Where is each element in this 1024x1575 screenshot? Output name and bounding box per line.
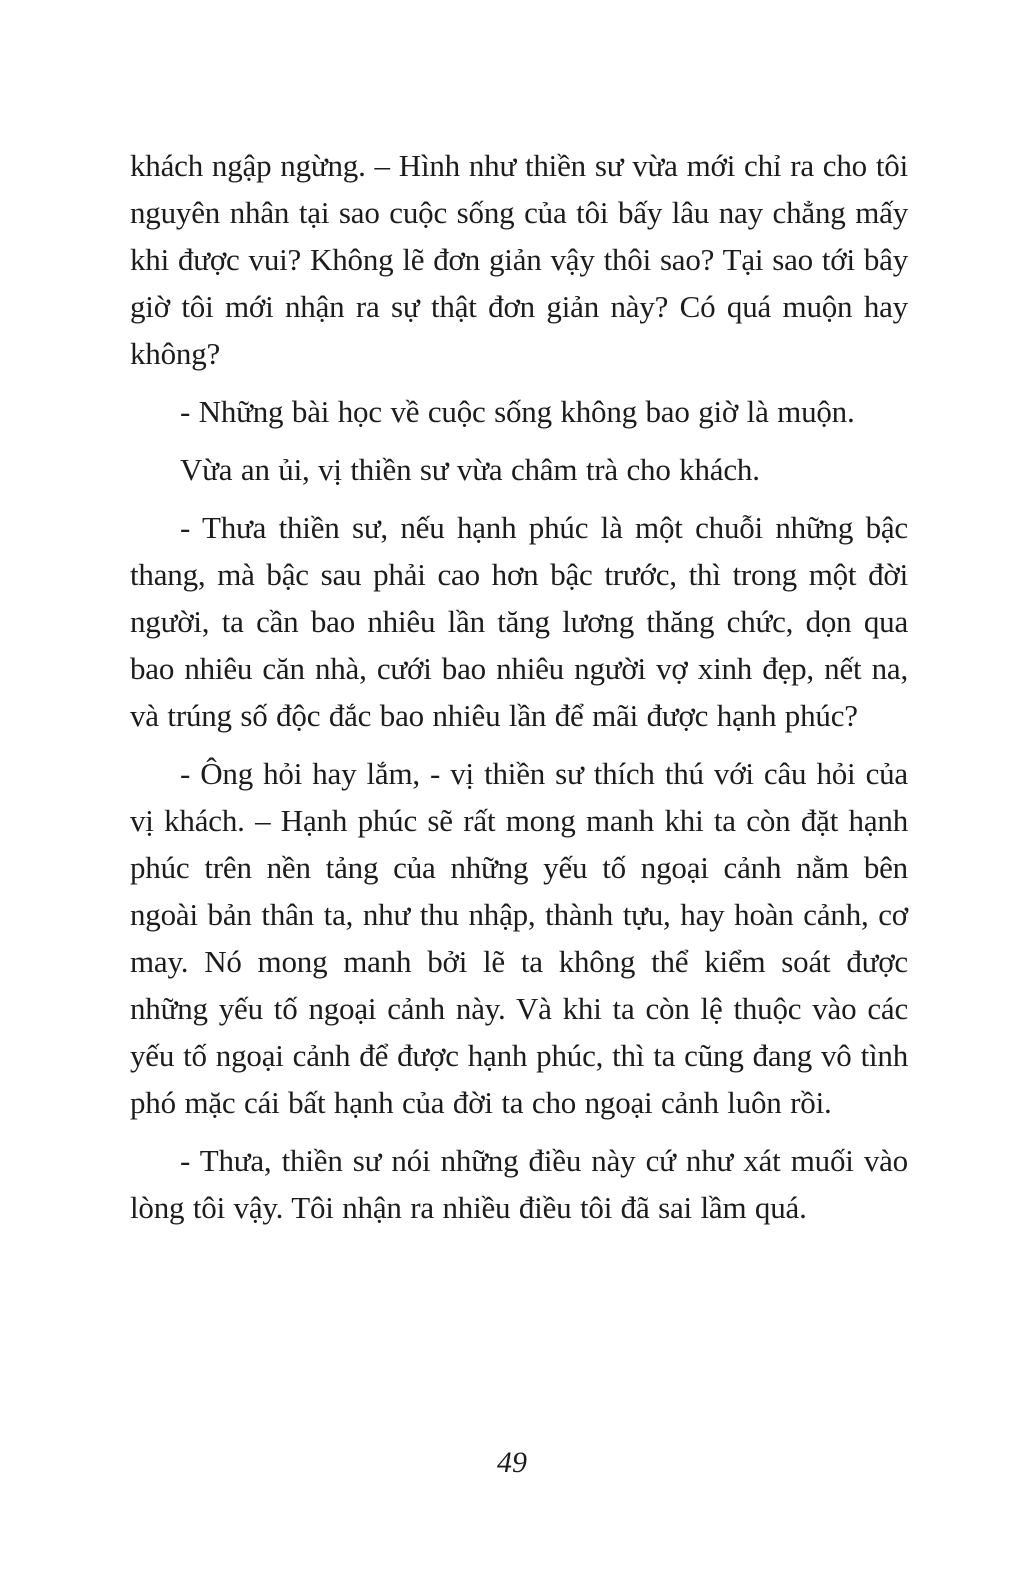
page-number: 49	[497, 1446, 527, 1479]
paragraph: khách ngập ngừng. – Hình như thiền sư vừa mới chỉ ra cho tôi nguyên nhân tại sao cuộc sống của tôi bấy lâu nay chẳng mấy khi được vui? Không lẽ đơn giản vậy thôi sao? Tại sao tới bây giờ tôi mới nhận ra sự thật đơn giản này? Có quá muộn hay không?	[130, 148, 908, 371]
paragraph: Vừa an ủi, vị thiền sư vừa châm trà cho khách.	[180, 452, 760, 487]
paragraph: - Thưa thiền sư, nếu hạnh phúc là một chuỗi những bậc thang, mà bậc sau phải cao hơn bậc trước, thì trong một đời người, ta cần bao nhiêu lần tăng lương thăng chức, dọn qua bao nhiêu căn nhà, cưới bao nhiêu người vợ xinh đẹp, nết na, và trúng số độc đắc bao nhiêu lần để mãi được hạnh phúc?	[130, 510, 908, 733]
paragraph: - Ông hỏi hay lắm, - vị thiền sư thích thú với câu hỏi của vị khách. – Hạnh phúc sẽ rất mong manh khi ta còn đặt hạnh phúc trên nền tảng của những yếu tố ngoại cảnh nằm bên ngoài bản thân ta, như thu nhập, thành tựu, hay hoàn cảnh, cơ may. Nó mong manh bởi lẽ ta không thể kiểm soát được những yếu tố ngoại cảnh này. Và khi ta còn lệ thuộc vào các yếu tố ngoại cảnh để được hạnh phúc, thì ta cũng đang vô tình phó mặc cái bất hạnh của đời ta cho ngoại cảnh luôn rồi.	[130, 756, 908, 1120]
paragraph: - Thưa, thiền sư nói những điều này cứ như xát muối vào lòng tôi vậy. Tôi nhận ra nhiều điều tôi đã sai lầm quá.	[130, 1143, 908, 1225]
body-text	[130, 142, 908, 1242]
paragraph: - Những bài học về cuộc sống không bao giờ là muộn.	[180, 394, 855, 429]
